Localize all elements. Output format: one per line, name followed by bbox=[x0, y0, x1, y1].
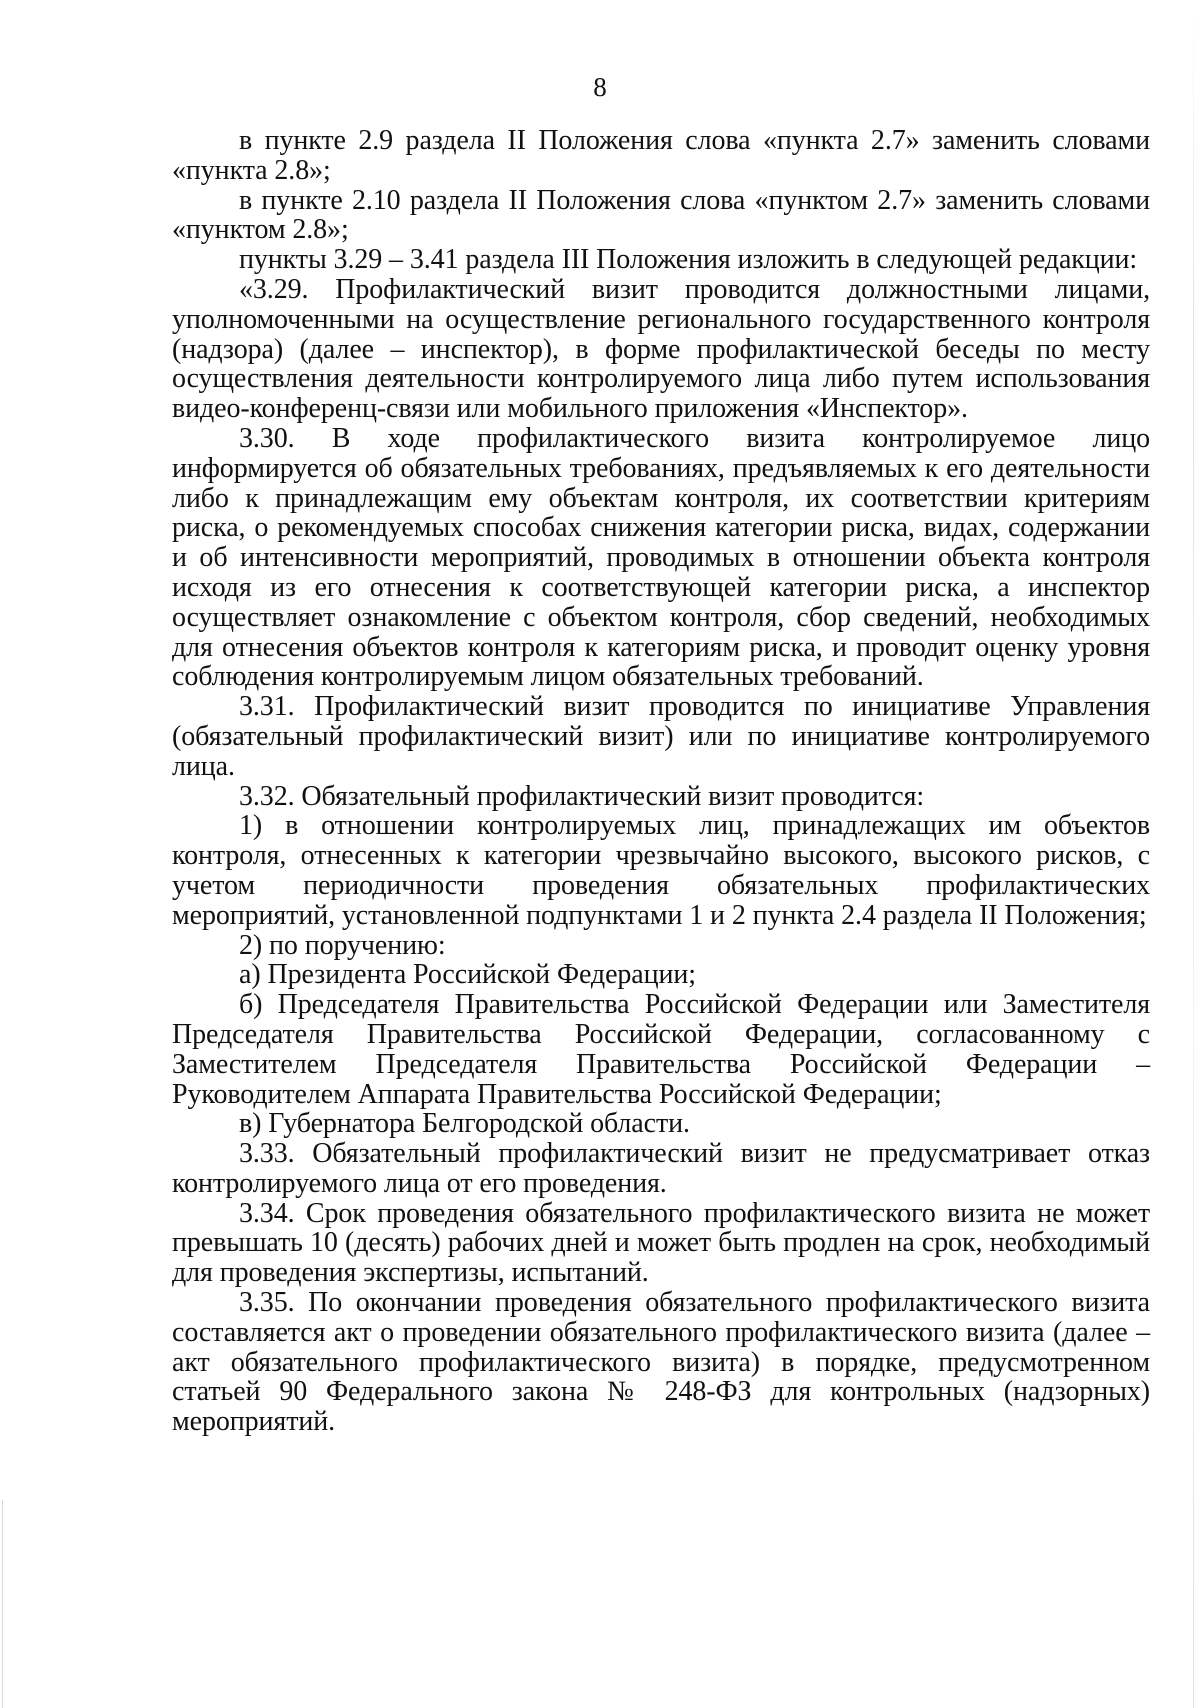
paragraph-3-32-sub-2a: а) Президента Российской Федерации; bbox=[239, 959, 696, 991]
paragraph-3-34: 3.34. Срок проведения обязательного профилактического визита не может превышать 10 (десять) рабочих дней и может быть продлен на срок, необходимый для проведения экспертизы, испытаний. bbox=[172, 1197, 1150, 1289]
paragraph-3-30: 3.30. В ходе профилактического визита контролируемое лицо информируется об обязательных требованиях, предъявляемых к его деятельности либо к принадлежащим ему объектам контроля, их соответствии критериям риска, о рекомендуемых способах снижения категории риска, видах, содержании и об интенсивности мероприятий, проводимых в отношении объекта контроля исходя из его отнесения к соответствующей категории риска, а инспектор осуществляет ознакомление с объектом контроля, сбор сведений, необходимых для отнесения объектов контроля к категориям риска, и проводит оценку уровня соблюдения контролируемым лицом обязательных требований. bbox=[172, 422, 1150, 693]
paragraph-3-32: 3.32. Обязательный профилактический визит проводится: bbox=[239, 780, 925, 812]
page-number: 8 bbox=[593, 72, 607, 102]
paragraph-item-2-9: в пункте 2.9 раздела II Положения слова «пункта 2.7» заменить словами «пункта 2.8»; bbox=[172, 125, 1150, 186]
paragraph-3-31: 3.31. Профилактический визит проводится по инициативе Управления (обязательный профилактический визит) или по инициативе контролируемого лица. bbox=[172, 691, 1150, 782]
paragraph-3-32-sub-2v: в) Губернатора Белгородской области. bbox=[239, 1108, 690, 1140]
scan-edge-left bbox=[2, 1500, 3, 1708]
paragraph-3-29: «3.29. Профилактический визит проводится должностными лицами, уполномоченными на осуществление регионального государственного контроля (надзора) (далее – инспектор), в форме профилактической беседы по месту осуществления деятельности контролируемого лица либо путем использования видео-конференц-связи или мобильного приложения «Инспектор». bbox=[172, 273, 1150, 425]
document-body bbox=[172, 126, 1150, 1437]
paragraph-3-32-sub-1: 1) в отношении контролируемых лиц, принадлежащих им объектов контроля, отнесенных к категории чрезвычайно высокого, высокого рисков, с учетом периодичности проведения обязательных профилактических мероприятий, установленной подпунктами 1 и 2 пункта 2.4 раздела II Положения; bbox=[172, 810, 1150, 931]
paragraph-3-32-sub-2: 2) по поручению: bbox=[239, 929, 446, 961]
paragraph-items-3-29-3-41: пункты 3.29 – 3.41 раздела III Положения изложить в следующей редакции: bbox=[239, 244, 1138, 276]
paragraph-3-35: 3.35. По окончании проведения обязательного профилактического визита составляется акт о проведении обязательного профилактического визита (далее – акт обязательного профилактического визита) в порядке, предусмотренном статьей 90 Федерального закона № 248-ФЗ для контрольных (надзорных) мероприятий. bbox=[172, 1287, 1150, 1438]
scan-edge-right bbox=[1193, 0, 1194, 1708]
paragraph-3-32-sub-2b: б) Председателя Правительства Российской Федерации или Заместителя Председателя Правительства Российской Федерации, согласованному с Заместителем Председателя Правительства Российской Федерации – Руководителем Аппарата Правительства Российской Федерации; bbox=[172, 989, 1150, 1110]
paragraph-item-2-10: в пункте 2.10 раздела II Положения слова «пунктом 2.7» заменить словами «пунктом 2.8»; bbox=[172, 184, 1150, 246]
paragraph-3-33: 3.33. Обязательный профилактический визит не предусматривает отказ контролируемого лица от его проведения. bbox=[172, 1138, 1150, 1199]
